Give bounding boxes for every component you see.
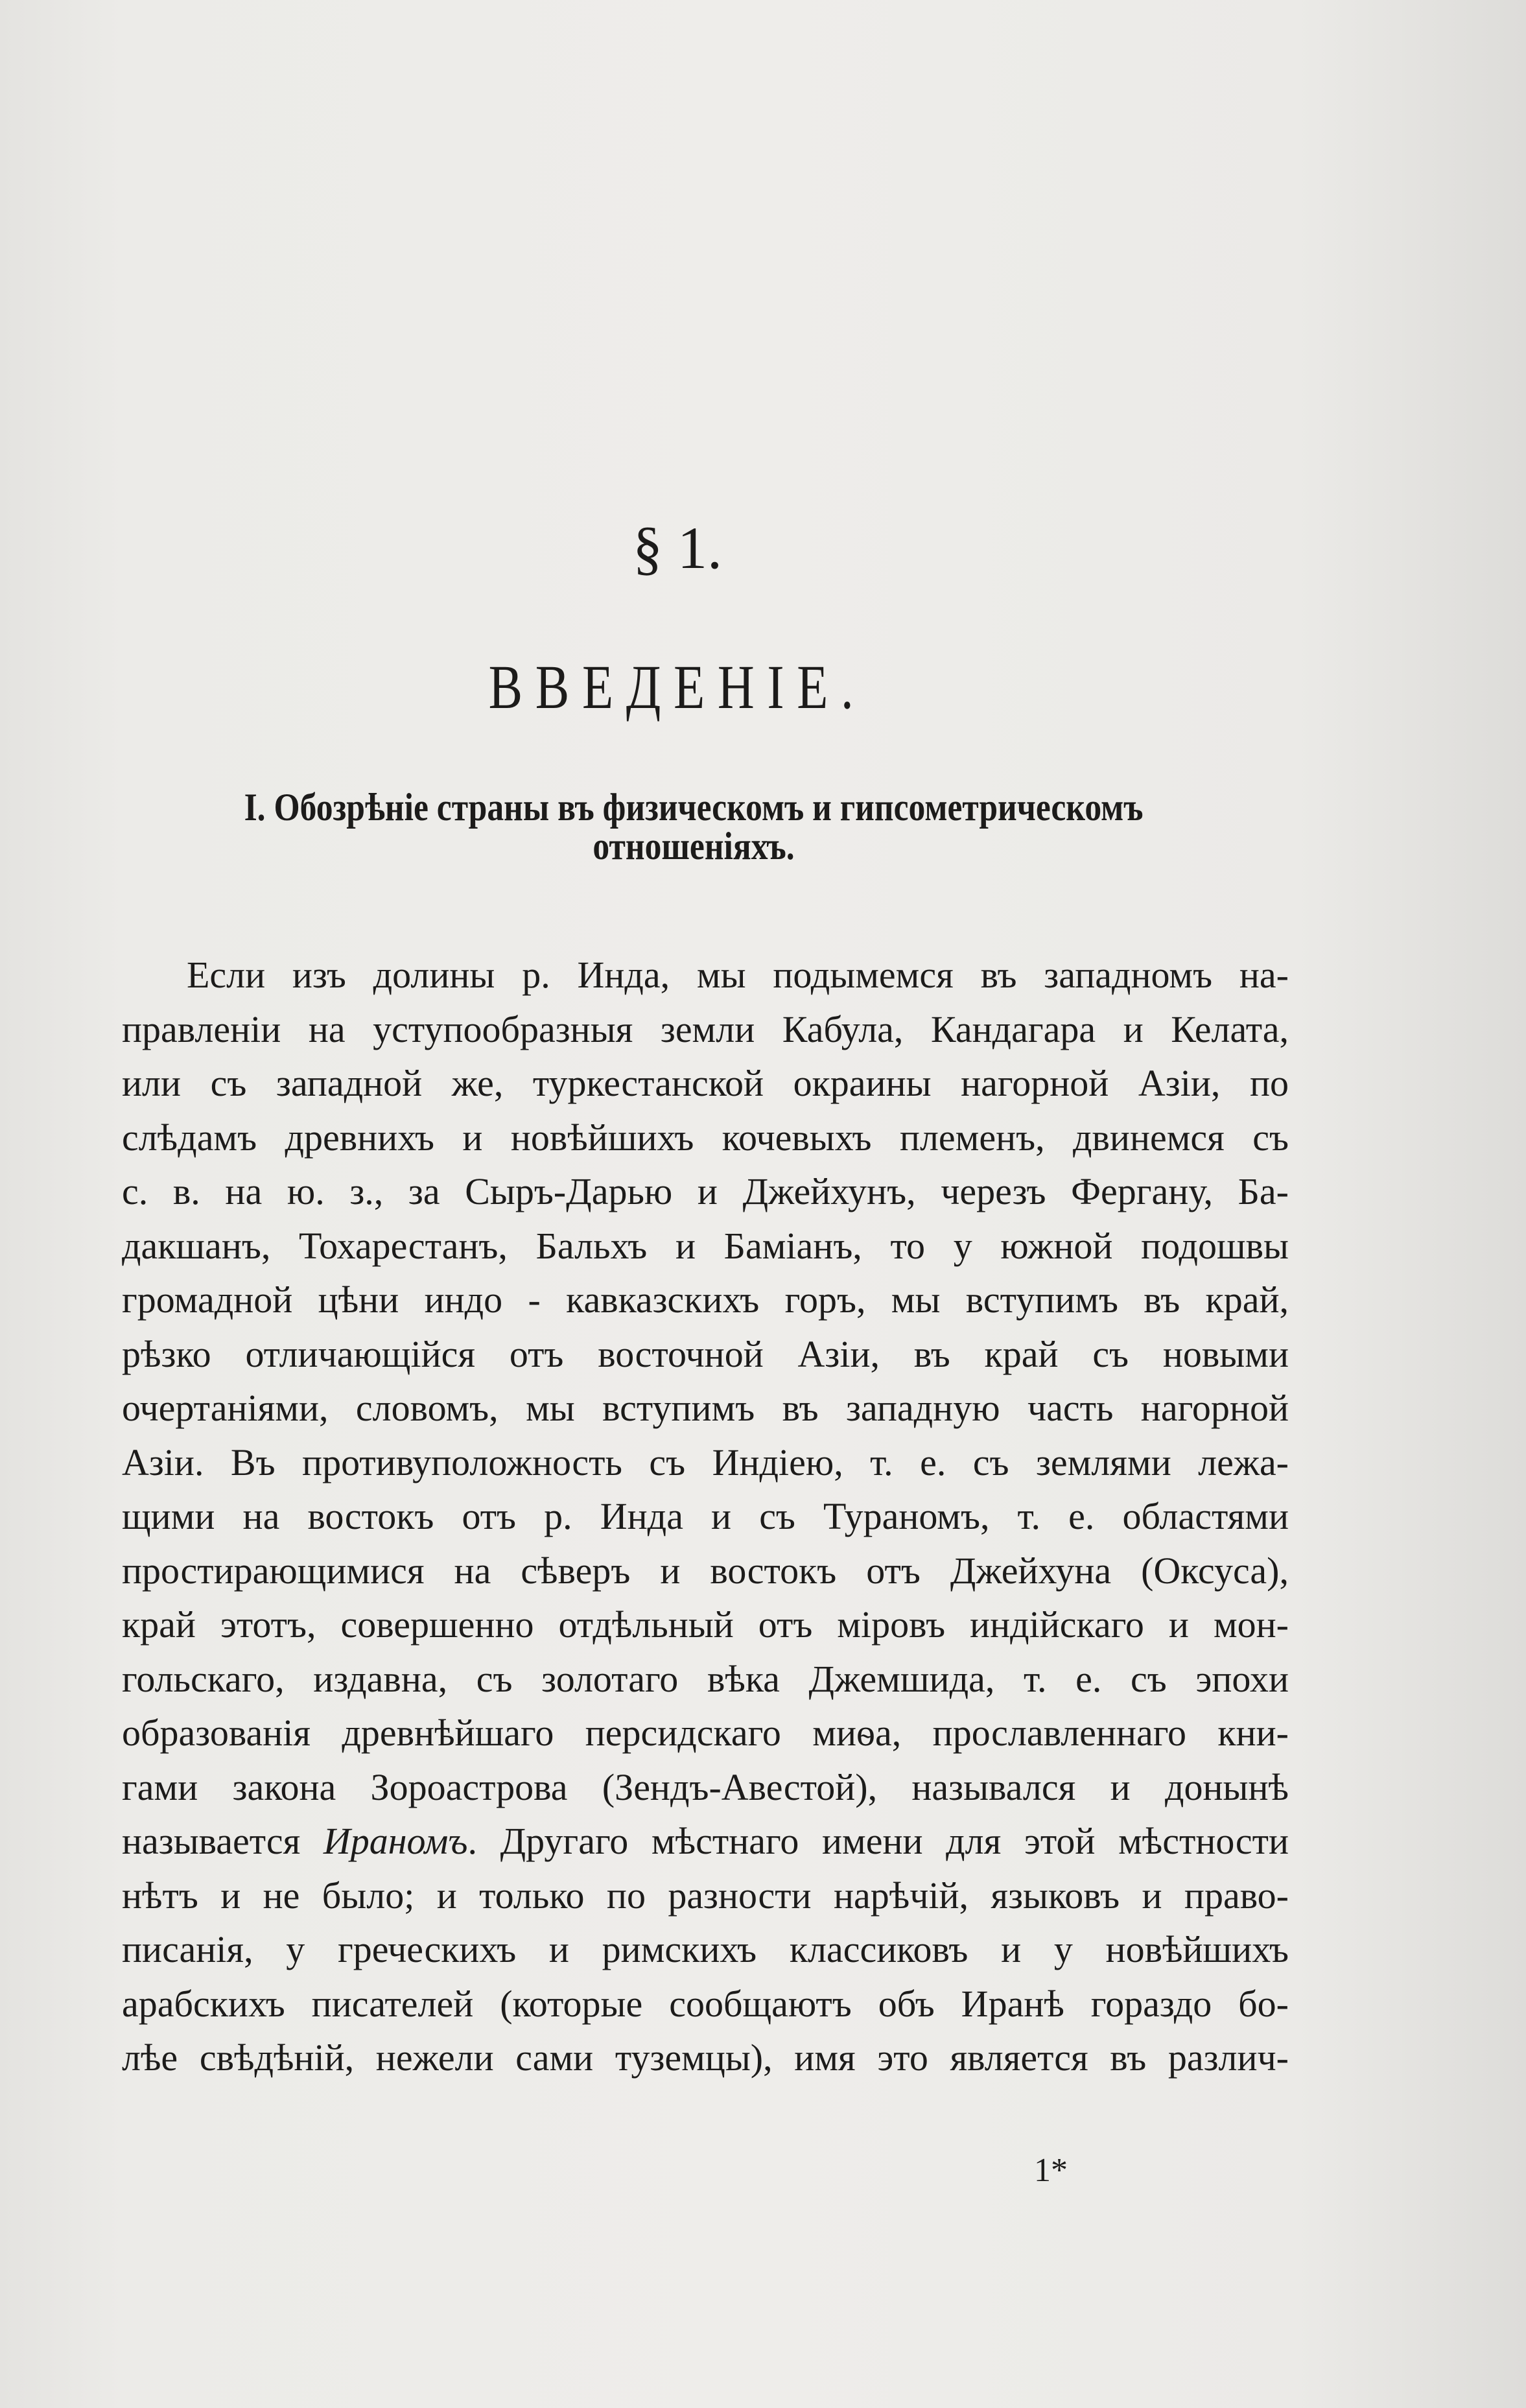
section-number: § 1. [633, 515, 722, 581]
text-line: образованія древнѣйшаго персидскаго миѳа, прославленнаго кни- [122, 1712, 1289, 1754]
text-line: слѣдамъ древнихъ и новѣйшихъ кочевыхъ племенъ, двинемся съ [122, 1116, 1289, 1159]
text-line: дакшанъ, Тохарестанъ, Бальхъ и Баміанъ, то у южной подошвы [122, 1224, 1289, 1267]
text-line: Азіи. Въ противуположность съ Индіею, т. е. съ землями лежа- [122, 1441, 1289, 1483]
text-line: гами закона Зороастрова (Зендъ-Авестой), назывался и донынѣ [122, 1765, 1289, 1808]
text-line: с. в. на ю. з., за Сыръ-Дарью и Джейхунъ, черезъ Фергану, Ба- [122, 1170, 1289, 1212]
page-number: 1* [1034, 2152, 1068, 2189]
text-line: писанія, у греческихъ и римскихъ классиковъ и у новѣйшихъ [122, 1928, 1289, 1970]
text-line: простирающимися на сѣверъ и востокъ отъ Джейхуна (Оксуса), [122, 1549, 1289, 1592]
text-line: арабскихъ писателей (которые сообщаютъ объ Иранѣ гораздо бо- [122, 1982, 1289, 2025]
italic-term: Ираномъ [323, 1820, 468, 1862]
subheading-line-2: отношеніяхъ. [593, 825, 795, 868]
text-line: нѣтъ и не было; и только по разности нарѣчій, языковъ и право- [122, 1874, 1289, 1917]
text-line: или съ западной же, туркестанской окраины нагорной Азіи, по [122, 1062, 1289, 1104]
text-line-with-italic [122, 1814, 1289, 1869]
chapter-title: ВВЕДЕНІЕ. [488, 652, 867, 722]
body-paragraph [122, 948, 1289, 2085]
text-segment: называется [122, 1820, 323, 1862]
text-line: гольскаго, издавна, съ золотаго вѣка Джемшида, т. е. съ эпохи [122, 1657, 1289, 1700]
text-line: щими на востокъ отъ р. Инда и съ Тураномъ, т. е. областями [122, 1495, 1289, 1537]
text-line: очертаніями, словомъ, мы вступимъ въ западную часть нагорной [122, 1387, 1289, 1429]
text-line: край этотъ, совершенно отдѣльный отъ міровъ индійскаго и мон- [122, 1603, 1289, 1646]
text-line: Если изъ долины р. Инда, мы подымемся въ западномъ на- [187, 954, 1289, 996]
text-line: рѣзко отличающійся отъ восточной Азіи, въ край съ новыми [122, 1332, 1289, 1375]
text-segment: . Другаго мѣстнаго имени для этой мѣстности [467, 1820, 1289, 1862]
text-line: громадной цѣни индо - кавказскихъ горъ, мы вступимъ въ край, [122, 1279, 1289, 1321]
text-line: правленіи на уступообразныя земли Кабула, Кандагара и Келата, [122, 1008, 1289, 1050]
subheading-line-1: I. Обозрѣніе страны въ физическомъ и гипсометрическомъ [244, 786, 1144, 829]
text-line: лѣе свѣдѣній, нежели сами туземцы), имя это является въ различ- [122, 2036, 1289, 2079]
